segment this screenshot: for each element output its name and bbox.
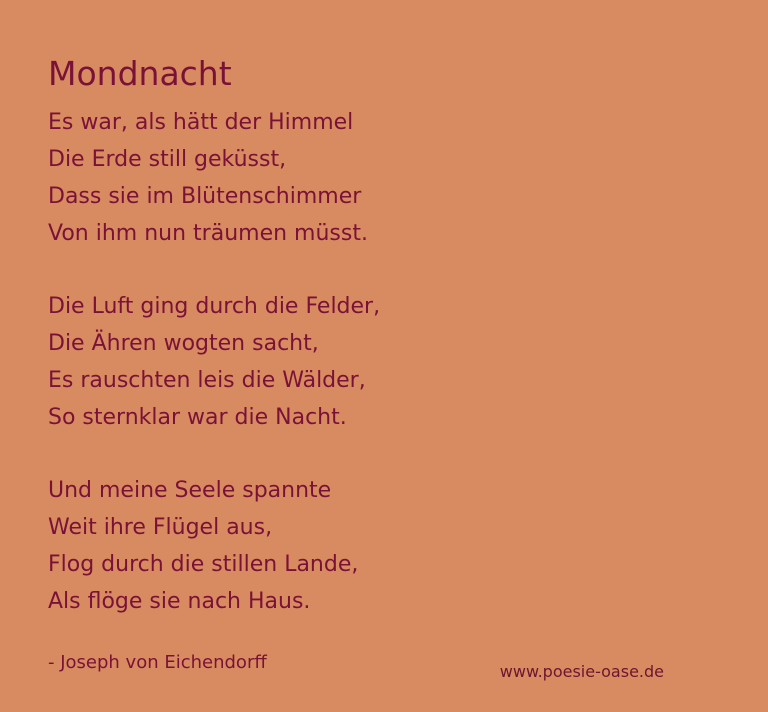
poem-line: Als flöge sie nach Haus. xyxy=(48,589,311,614)
stanza-1 xyxy=(48,104,728,252)
poem-line: Es rauschten leis die Wälder, xyxy=(48,368,366,393)
poem-line: So sternklar war die Nacht. xyxy=(48,405,347,430)
poem-line: Flog durch die stillen Lande, xyxy=(48,552,359,577)
poem-card xyxy=(48,54,728,676)
poem-title: Mondnacht xyxy=(48,54,232,93)
stanza-2 xyxy=(48,288,728,436)
poem-line: Von ihm nun träumen müsst. xyxy=(48,221,368,246)
poem-line: Dass sie im Blütenschimmer xyxy=(48,184,362,209)
poem-line: Die Erde still geküsst, xyxy=(48,147,287,172)
poem-line: Die Luft ging durch die Felder, xyxy=(48,294,381,319)
poem-line: Es war, als hätt der Himmel xyxy=(48,110,354,135)
poem-line: Weit ihre Flügel aus, xyxy=(48,515,273,540)
poem-line: Die Ähren wogten sacht, xyxy=(48,331,319,356)
poem-line: Und meine Seele spannte xyxy=(48,478,332,503)
website-url: www.poesie-oase.de xyxy=(499,662,664,681)
stanza-3 xyxy=(48,472,728,620)
poem-author: - Joseph von Eichendorff xyxy=(48,652,267,673)
